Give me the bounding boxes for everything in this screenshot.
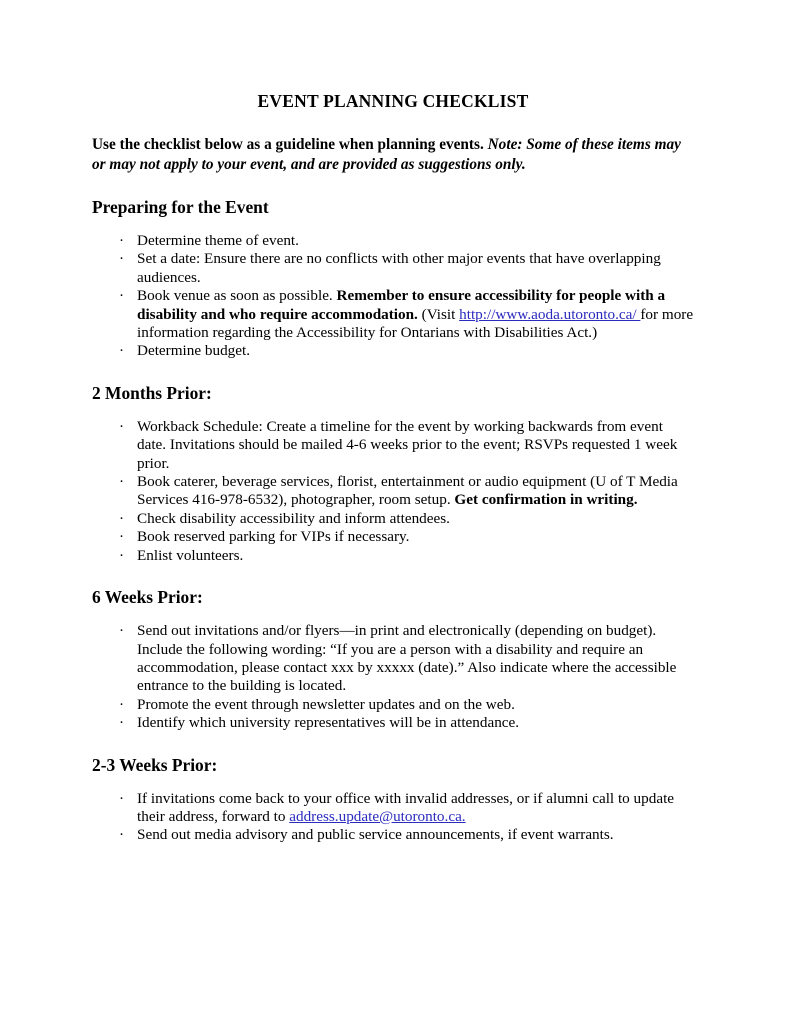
checklist-item [92, 418, 694, 473]
intro-paragraph [92, 111, 694, 175]
item-text: Identify which university representatives will be in attendance. [137, 714, 520, 732]
item-text: Book reserved parking for VIPs if necessary. [137, 528, 410, 546]
checklist-item [92, 696, 694, 714]
bullet-icon: · [119, 622, 125, 640]
checklist-item [92, 714, 694, 732]
item-text: Set a date: Ensure there are no conflicts with other major events that have overlapping audiences. [137, 250, 661, 286]
item-text: (Visit [417, 305, 460, 323]
bullet-icon: · [119, 250, 125, 268]
checklist-item [92, 473, 694, 510]
section-heading-2-months-prior: 2 Months Prior: [92, 382, 212, 403]
bullet-icon: · [119, 287, 125, 305]
section-heading-2-3-weeks-prior: 2-3 Weeks Prior: [92, 754, 218, 775]
item-text: Determine theme of event. [137, 232, 299, 249]
hyperlink[interactable]: http://www.aoda.utoronto.ca/ [459, 305, 641, 323]
bullet-icon: · [119, 695, 125, 713]
checklist-preparing-for-the-event [92, 218, 694, 361]
bullet-icon: · [119, 528, 125, 546]
checklist-item [92, 547, 694, 565]
sections-container [92, 175, 694, 845]
item-text: Book venue as soon as possible. [137, 287, 337, 305]
bullet-icon: · [119, 714, 125, 732]
item-text: Promote the event through newsletter updates and on the web. [137, 695, 515, 713]
item-text: Book caterer, beverage services, florist, entertainment or audio equipment (U of T Media Services 416-978-6532), photographer, room setup. [137, 473, 678, 509]
bullet-icon: · [119, 342, 125, 360]
checklist-item [92, 250, 694, 287]
hyperlink[interactable]: address.update@utoronto.ca. [289, 807, 466, 825]
checklist-6-weeks-prior [92, 608, 694, 732]
section-heading-preparing-for-the-event: Preparing for the Event [92, 197, 269, 217]
bullet-icon: · [119, 417, 125, 435]
item-text: Determine budget. [137, 342, 251, 360]
section-heading-6-weeks-prior: 6 Weeks Prior: [92, 587, 203, 608]
checklist-item [92, 232, 694, 250]
bullet-icon: · [119, 546, 125, 564]
intro-note: Note: Some of these items may or may not apply to your event, and are provided as suggestions only. [92, 136, 681, 173]
checklist-item [92, 342, 694, 360]
checklist-item [92, 826, 694, 844]
checklist-item [92, 510, 694, 528]
checklist-item [92, 790, 694, 827]
checklist-item [92, 287, 694, 342]
checklist-item [92, 622, 694, 696]
emphasis-text: Remember to ensure accessibility for people with a disability and who require accommodation. [137, 287, 666, 323]
checklist-item [92, 528, 694, 546]
bullet-icon: · [119, 232, 125, 249]
emphasis-text: Get confirmation in writing. [454, 491, 638, 509]
bullet-icon: · [119, 789, 125, 807]
item-text: Enlist volunteers. [137, 546, 244, 564]
page-title: EVENT PLANNING CHECKLIST [257, 91, 529, 111]
document-body [92, 0, 694, 845]
bullet-icon: · [119, 473, 125, 491]
checklist-2-3-weeks-prior [92, 776, 694, 845]
item-text: Send out media advisory and public service announcements, if event warrants. [137, 826, 614, 844]
item-text: Workback Schedule: Create a timeline for the event by working backwards from event date. Invitations should be mailed 4-6 weeks prior to the event; RSVPs requested 1 week prior. [137, 417, 678, 472]
item-text: for more information regarding the Accessibility for Ontarians with Disabilities Act.) [137, 305, 694, 342]
bullet-icon: · [119, 509, 125, 527]
item-text: Check disability accessibility and inform attendees. [137, 509, 450, 527]
item-text: Send out invitations and/or flyers—in print and electronically (depending on budget). Include the following wording: “If you are a person with a disability and require an accommodation, please contact xxx by xxxxx (date).” Also indicate where the accessible entrance to the building is located. [137, 622, 677, 695]
intro-lead: Use the checklist below as a guideline when planning events. [92, 136, 484, 153]
bullet-icon: · [119, 826, 125, 844]
item-text: If invitations come back to your office with invalid addresses, or if alumni call to update their address, forward to [137, 789, 675, 825]
checklist-2-months-prior [92, 404, 694, 565]
